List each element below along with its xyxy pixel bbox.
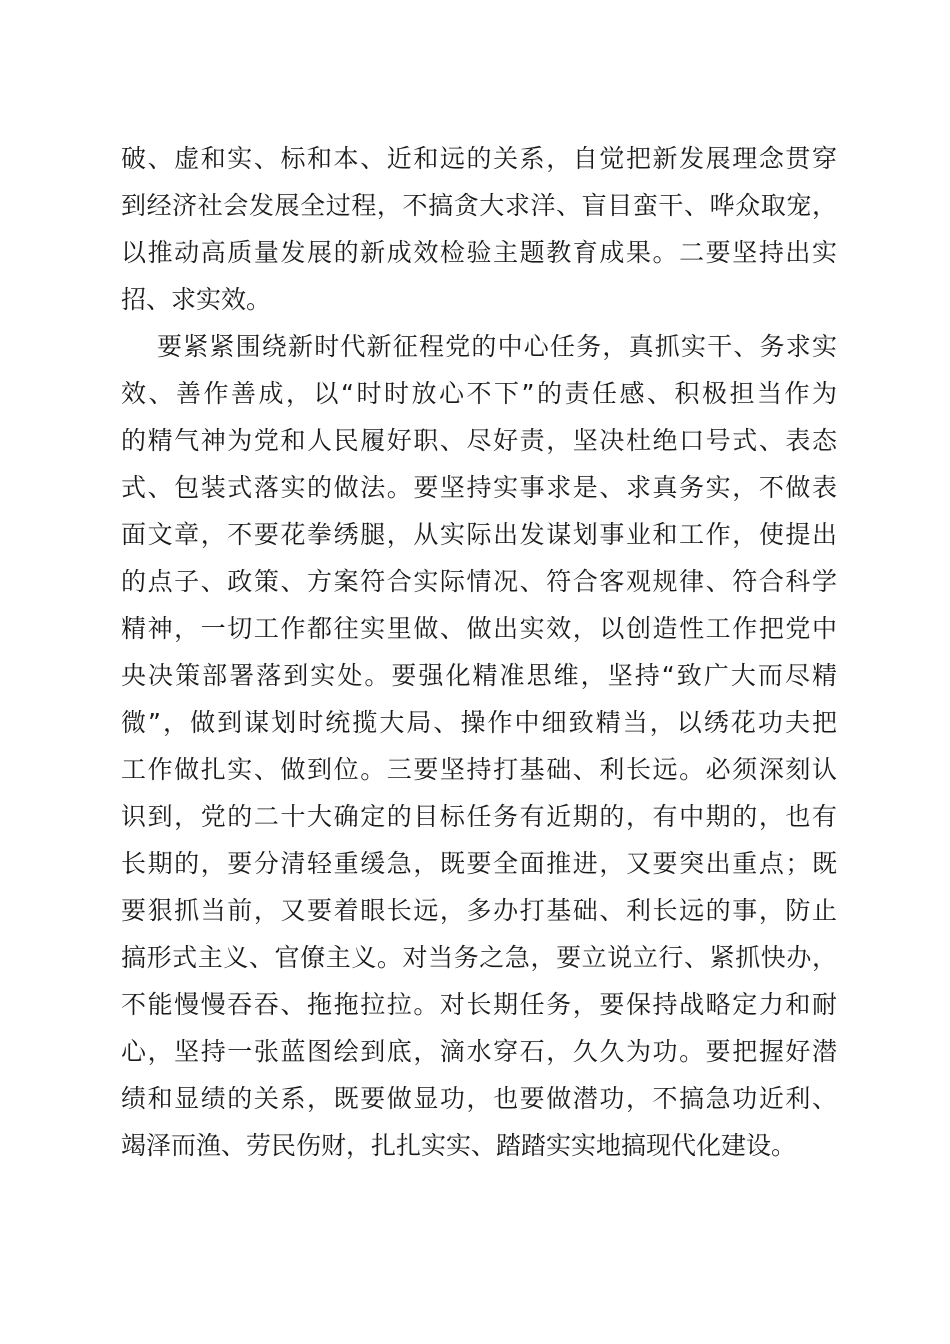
paragraph-1-line-1: 破、虚和实、标和本、近和远的关系，自觉把新发展理念贯穿 [121, 144, 837, 173]
paragraph-2-line-14: 搞形式主义、官僚主义。对当务之急，要立说立行、紧抓快办， [121, 943, 837, 972]
paragraph-2-line-12: 长期的，要分清轻重缓急，既要全面推进，又要突出重点；既 [121, 849, 837, 878]
paragraph-1-line-4: 招、求实效。 [121, 285, 272, 314]
paragraph-2-line-8: 央决策部署落到实处。要强化精准思维，坚持“致广大而尽精 [121, 661, 837, 690]
paragraph-2-line-15: 不能慢慢吞吞、拖拖拉拉。对长期任务，要保持战略定力和耐 [121, 990, 837, 1019]
paragraph-2-line-7: 精神，一切工作都往实里做、做出实效，以创造性工作把党中 [121, 614, 837, 643]
paragraph-2-line-1: 要紧紧围绕新时代新征程党的中心任务，真抓实干、务求实 [157, 332, 837, 361]
paragraph-2-line-9: 微”，做到谋划时统揽大局、操作中细致精当，以绣花功夫把 [121, 708, 837, 737]
paragraph-2-line-18: 竭泽而渔、劳民伤财，扎扎实实、踏踏实实地搞现代化建设。 [121, 1131, 797, 1160]
paragraph-2-line-2: 效、善作善成，以“时时放心不下”的责任感、积极担当作为 [121, 379, 837, 408]
paragraph-2-line-16: 心，坚持一张蓝图绘到底，滴水穿石，久久为功。要把握好潜 [121, 1037, 837, 1066]
paragraph-2-line-11: 识到，党的二十大确定的目标任务有近期的，有中期的，也有 [121, 802, 837, 831]
paragraph-2-line-4: 式、包装式落实的做法。要坚持实事求是、求真务实，不做表 [121, 473, 837, 502]
paragraph-2-line-3: 的精气神为党和人民履好职、尽好责，坚决杜绝口号式、表态 [121, 426, 837, 455]
paragraph-2-line-10: 工作做扎实、做到位。三要坚持打基础、利长远。必须深刻认 [121, 755, 837, 784]
paragraph-2-line-17: 绩和显绩的关系，既要做显功，也要做潜功，不搞急功近利、 [121, 1084, 837, 1113]
paragraph-1-line-2: 到经济社会发展全过程，不搞贪大求洋、盲目蛮干、哗众取宠， [121, 191, 837, 220]
paragraph-2-line-13: 要狠抓当前，又要着眼长远，多办打基础、利长远的事，防止 [121, 896, 837, 925]
paragraph-1-line-3: 以推动高质量发展的新成效检验主题教育成果。二要坚持出实 [121, 238, 837, 267]
paragraph-2-line-5: 面文章，不要花拳绣腿，从实际出发谋划事业和工作，使提出 [121, 520, 837, 549]
paragraph-2-line-6: 的点子、政策、方案符合实际情况、符合客观规律、符合科学 [121, 567, 837, 596]
